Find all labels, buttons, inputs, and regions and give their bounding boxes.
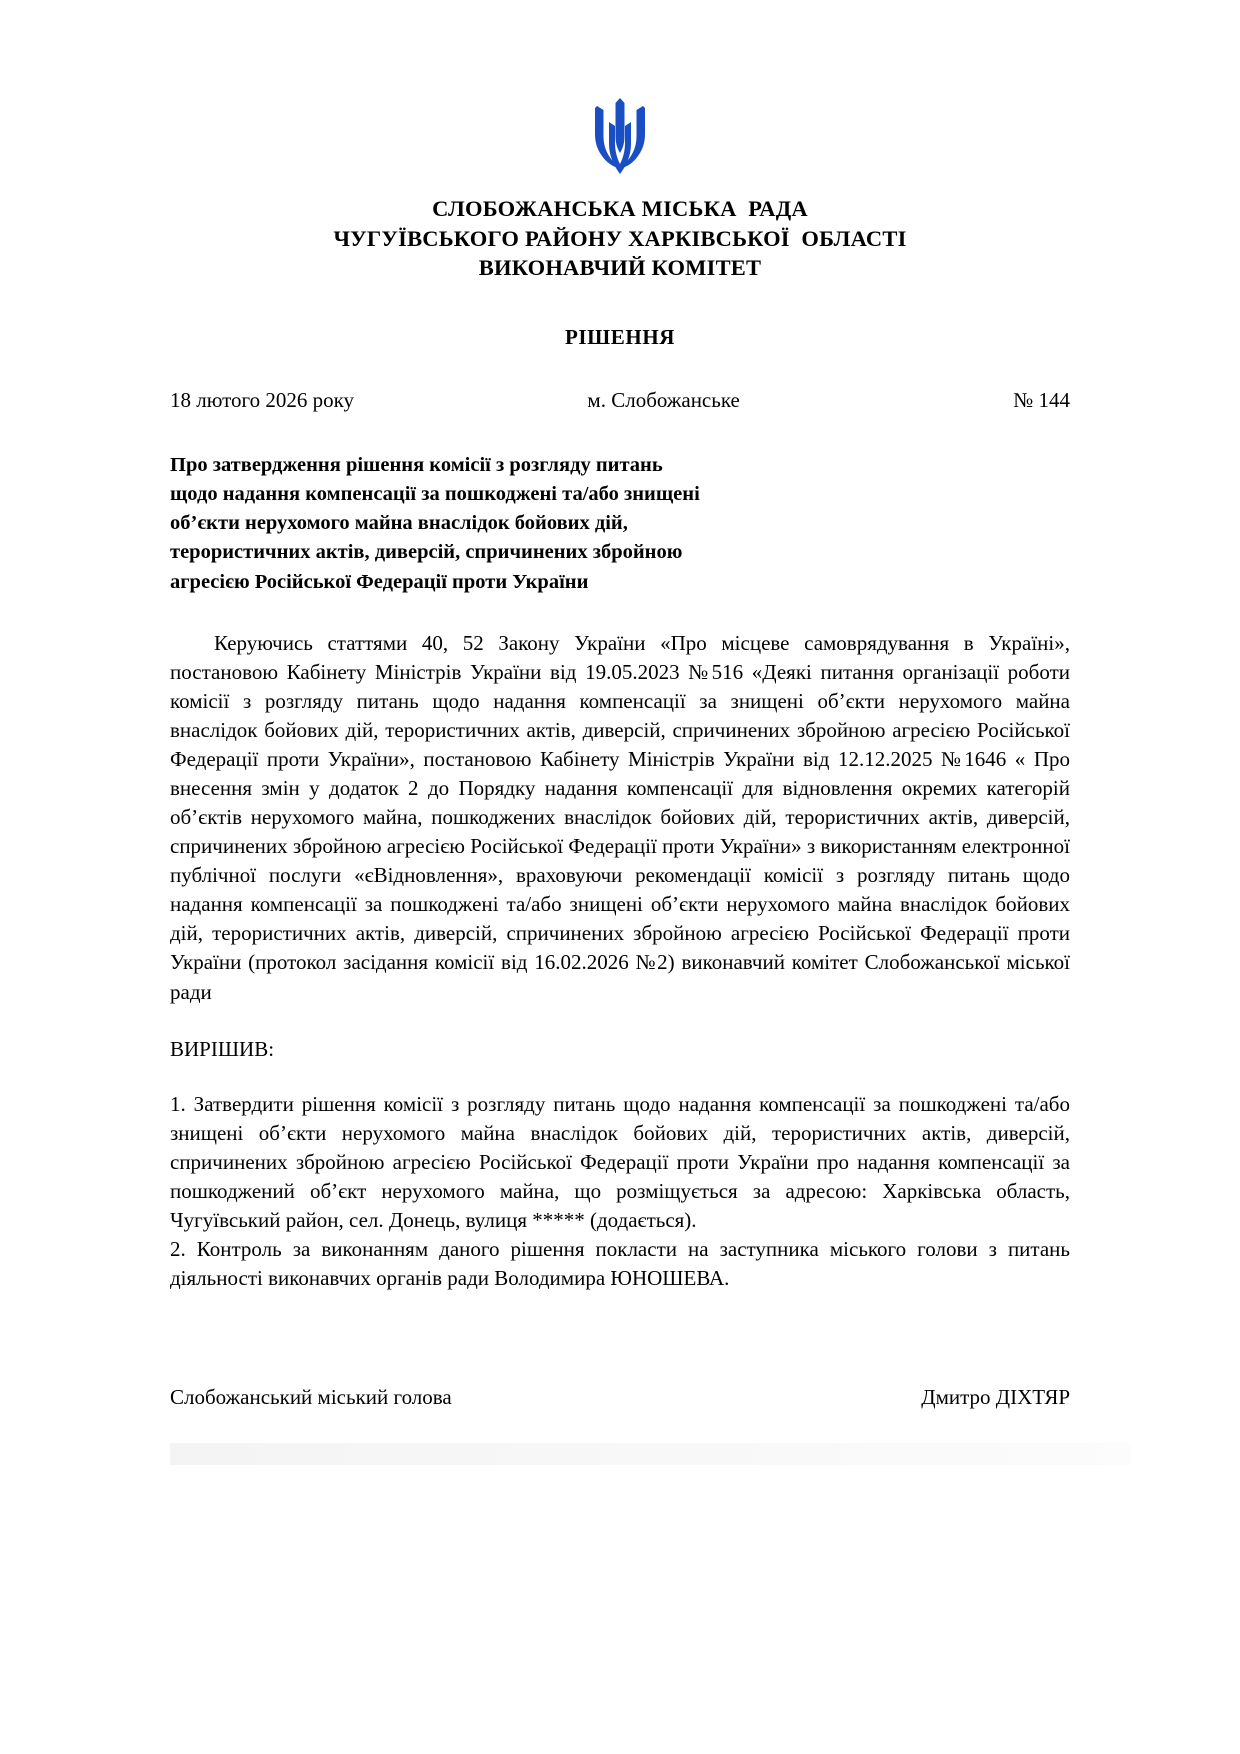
signature-name: Дмитро ДІХТЯР — [921, 1385, 1070, 1409]
org-line-2: ЧУГУЇВСЬКОГО РАЙОНУ ХАРКІВСЬКОЇ ОБЛАСТІ — [333, 225, 907, 251]
document-meta — [170, 388, 1070, 413]
title-line-2: щодо надання компенсації за пошкоджені та/або знищені — [170, 483, 700, 506]
document-place: м. Слобожанське — [587, 388, 740, 413]
ukraine-trident-emblem — [591, 96, 649, 178]
document-type: РІШЕННЯ — [564, 325, 676, 350]
document-date: 18 лютого 2026 року — [170, 388, 355, 413]
resolution-clauses — [170, 1090, 1070, 1294]
footer-band — [170, 1443, 1130, 1465]
organization-heading — [170, 194, 1070, 283]
title-line-4: терористичних актів, диверсій, спричинених збройною — [170, 541, 683, 564]
signature-row — [170, 1385, 1070, 1410]
title-line-1: Про затвердження рішення комісії з розгляду питань — [170, 454, 663, 477]
org-line-1: СЛОБОЖАНСЬКА МІСЬКА РАДА — [432, 196, 808, 221]
title-line-5: агресією Російської Федерації проти України — [170, 570, 589, 593]
org-line-3: ВИКОНАВЧИЙ КОМІТЕТ — [478, 255, 762, 281]
resolution-keyword: ВИРІШИВ: — [170, 1036, 275, 1061]
clause-1: 1. Затвердити рішення комісії з розгляду питань щодо надання компенсації за пошкоджені та/або знищені об’єкти нерухомого майна внаслідок бойових дій, терористичних актів, диверсій, спричинених збройною агресією Російської Федерації проти України про надання компенсації за пошкоджений об’єкт нерухомого майна, що розміщується за адресою: Харківська область, Чугуївський район, сел. Донець, вулиця ***** (додається). — [170, 1091, 1070, 1232]
emblem-container — [170, 0, 1070, 178]
preamble-paragraph: Керуючись статтями 40, 52 Закону України «Про місцеве самоврядування в Україні», постановою Кабінету Міністрів України від 19.05.2023 №516 «Деякі питання організації роботи комісії з розгляду питань щодо надання компенсації за знищені об’єкти нерухомого майна внаслідок бойових дій, терористичних актів, диверсій, спричинених збройною агресією Російської Федерації проти України», постановою Кабінету Міністрів України від 12.12.2025 №1646 « Про внесення змін у додаток 2 до Порядку надання компенсації для відновлення окремих категорій об’єктів нерухомого майна, пошкоджених внаслідок бойових дій, терористичних актів, диверсій, спричинених збройною агресією Російської Федерації проти України» з використанням електронної публічної послуги «єВідновлення», враховуючи рекомендації комісії з розгляду питань щодо надання компенсації за пошкоджені та/або знищені об’єкти нерухомого майна внаслідок бойових дій, терористичних актів, диверсій, спричинених збройною агресією Російської Федерації проти України (протокол засідання комісії від 16.02.2026 №2) виконавчий комітет Слобожанської міської ради — [170, 630, 1070, 1004]
page-title — [170, 451, 1070, 597]
clause-2: 2. Контроль за виконанням даного рішення покласти на заступника міського голови з питань діяльності виконавчих органів ради Володимира ЮНОШЕВА. — [170, 1237, 1070, 1291]
document-number: № 144 — [1013, 388, 1070, 413]
signature-position: Слобожанський міський голова — [170, 1385, 452, 1409]
title-line-3: об’єкти нерухомого майна внаслідок бойових дій, — [170, 512, 628, 535]
